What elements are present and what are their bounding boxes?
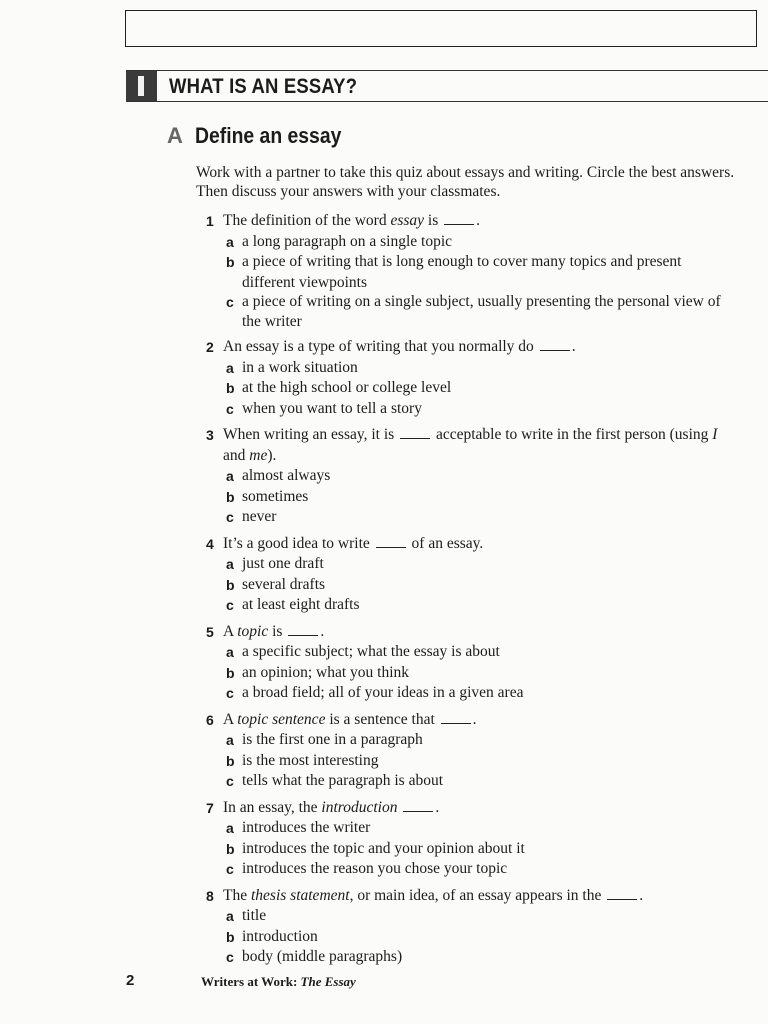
question-number: 2 xyxy=(206,339,214,355)
option-letter: b xyxy=(226,254,235,270)
chapter-number-badge xyxy=(126,71,157,101)
question-text: . xyxy=(476,212,480,229)
answer-blank xyxy=(540,349,570,351)
question-term: introduction xyxy=(321,798,398,816)
answer-option[interactable] xyxy=(196,771,768,792)
option-letter: c xyxy=(226,861,234,877)
answer-blank xyxy=(403,810,433,812)
option-text: the writer xyxy=(242,313,302,330)
section-letter: A xyxy=(167,123,183,148)
quiz-question xyxy=(196,622,768,704)
question-text: . xyxy=(571,338,576,355)
question-term: topic sentence xyxy=(237,710,326,728)
question-text: An essay is a type of writing that you normally do xyxy=(223,338,538,355)
question-term: I xyxy=(712,426,718,443)
book-title-main: Writers at Work: xyxy=(201,974,301,989)
option-text: introduces the topic and your opinion about it xyxy=(242,839,525,857)
option-letter: b xyxy=(226,380,235,396)
question-stem xyxy=(196,798,768,819)
question-stem xyxy=(196,425,768,466)
answer-option[interactable] xyxy=(196,575,768,596)
option-text: is the most interesting xyxy=(242,751,379,769)
option-letter: c xyxy=(226,685,234,701)
option-letter: b xyxy=(226,664,235,681)
section-heading xyxy=(167,122,361,150)
option-letter: c xyxy=(226,509,234,525)
blank-header-box xyxy=(125,10,757,47)
option-text: just one draft xyxy=(242,555,324,572)
option-text: in a work situation xyxy=(242,358,358,376)
option-letter: b xyxy=(226,576,235,593)
question-text: . xyxy=(320,622,325,640)
answer-option[interactable] xyxy=(196,927,768,948)
answer-blank xyxy=(441,722,471,724)
answer-option[interactable] xyxy=(196,232,768,253)
question-text: A xyxy=(223,622,238,640)
answer-blank xyxy=(376,546,406,548)
book-title xyxy=(201,973,356,991)
option-text: several drafts xyxy=(242,575,326,593)
question-text: ). xyxy=(267,446,277,464)
quiz-question xyxy=(196,886,768,968)
option-letter: a xyxy=(226,556,234,572)
option-letter: c xyxy=(226,400,234,417)
answer-option[interactable] xyxy=(196,292,768,332)
question-number: 3 xyxy=(206,427,214,443)
option-text: a long paragraph on a single topic xyxy=(242,232,453,250)
option-letter: b xyxy=(226,752,235,769)
question-text: The xyxy=(223,886,251,904)
quiz-question xyxy=(196,534,768,616)
option-letter: c xyxy=(226,293,234,310)
instructions-paragraph: Work with a partner to take this quiz about essays and writing. Circle the best answers. Then discuss your answers with your classmates. xyxy=(196,164,735,200)
question-stem xyxy=(196,211,768,232)
quiz-question xyxy=(196,425,768,528)
answer-option[interactable] xyxy=(196,663,768,684)
option-letter: c xyxy=(226,773,234,789)
answer-option[interactable] xyxy=(196,730,768,751)
answer-option[interactable] xyxy=(196,466,768,487)
answer-option[interactable] xyxy=(196,595,768,616)
question-text: . xyxy=(435,798,440,816)
question-text: . xyxy=(472,710,477,728)
section-title: Define an essay xyxy=(195,123,342,148)
question-number: 7 xyxy=(206,799,214,816)
answer-blank xyxy=(444,223,474,225)
question-stem xyxy=(196,710,768,731)
question-text: acceptable to write in the first person (using xyxy=(432,426,713,443)
quiz-question xyxy=(196,710,768,792)
question-text: is xyxy=(424,212,443,229)
answer-option[interactable] xyxy=(196,906,768,927)
question-text: is a sentence that xyxy=(325,710,439,728)
question-text: is xyxy=(268,622,287,640)
answer-option[interactable] xyxy=(196,751,768,772)
quiz-question xyxy=(196,798,768,880)
question-text: . xyxy=(639,886,644,904)
quiz-question-list xyxy=(196,211,768,974)
option-text: a specific subject; what the essay is about xyxy=(242,643,500,660)
answer-option[interactable] xyxy=(196,947,768,968)
quiz-question xyxy=(196,211,768,331)
answer-option[interactable] xyxy=(196,507,768,528)
question-number: 1 xyxy=(206,213,214,229)
option-letter: a xyxy=(226,233,234,250)
answer-option[interactable] xyxy=(196,358,768,379)
question-text: It’s a good idea to write xyxy=(223,534,374,552)
question-text xyxy=(397,799,401,816)
question-text: and xyxy=(223,446,250,464)
question-text: In an essay, the xyxy=(223,798,322,816)
option-text: an opinion; what you think xyxy=(242,663,410,681)
option-text: introduces the writer xyxy=(242,819,371,836)
question-text: of an essay. xyxy=(407,534,484,552)
option-text: when you want to tell a story xyxy=(242,399,422,417)
question-number: 5 xyxy=(206,623,214,640)
chapter-header xyxy=(126,70,768,102)
answer-blank xyxy=(288,634,318,636)
answer-option[interactable] xyxy=(196,399,768,420)
option-text: introduces the reason you chose your topic xyxy=(242,860,508,877)
answer-option[interactable] xyxy=(196,487,768,508)
option-text: introduction xyxy=(242,927,318,945)
chapter-number xyxy=(135,73,147,98)
question-text: , or main idea, of an essay appears in the xyxy=(349,886,606,904)
question-number: 8 xyxy=(206,887,214,904)
question-stem xyxy=(196,337,768,358)
option-text: almost always xyxy=(242,467,331,484)
option-letter: a xyxy=(226,732,234,748)
option-letter: b xyxy=(226,488,235,505)
answer-option[interactable] xyxy=(196,642,768,663)
chapter-title: WHAT IS AN ESSAY? xyxy=(169,75,358,98)
question-number: 4 xyxy=(206,535,214,552)
question-term: me xyxy=(249,446,268,464)
question-stem xyxy=(196,622,768,643)
option-text: tells what the paragraph is about xyxy=(242,772,444,789)
question-term: thesis statement xyxy=(250,886,350,904)
option-text: is the first one in a paragraph xyxy=(242,731,423,748)
question-stem xyxy=(196,886,768,907)
answer-blank xyxy=(400,437,430,439)
option-letter: c xyxy=(226,597,234,613)
answer-option[interactable] xyxy=(196,252,768,292)
option-letter: b xyxy=(226,840,235,857)
book-title-subtitle: The Essay xyxy=(300,974,356,989)
answer-option[interactable] xyxy=(196,554,768,575)
option-letter: a xyxy=(226,644,234,660)
option-text: sometimes xyxy=(242,487,309,505)
option-text: at least eight drafts xyxy=(242,596,360,613)
answer-blank xyxy=(607,898,637,900)
answer-option[interactable] xyxy=(196,818,768,839)
option-letter: c xyxy=(226,949,234,965)
question-stem xyxy=(196,534,768,555)
option-letter: a xyxy=(226,468,234,484)
option-text: body (middle paragraphs) xyxy=(242,948,403,965)
option-letter: a xyxy=(226,359,234,376)
option-text: a piece of writing that is long enough to cover many topics and present xyxy=(242,253,682,270)
question-term: essay xyxy=(390,212,425,229)
question-text: The definition of the word xyxy=(223,212,391,229)
option-letter: b xyxy=(226,928,235,945)
option-letter: a xyxy=(226,908,234,924)
question-text: A xyxy=(223,710,238,728)
answer-option[interactable] xyxy=(196,859,768,880)
option-text: title xyxy=(242,907,267,924)
option-text: a piece of writing on a single subject, usually presenting the personal view of xyxy=(242,292,721,310)
question-term: topic xyxy=(237,622,269,640)
answer-option[interactable] xyxy=(196,683,768,704)
option-text: different viewpoints xyxy=(242,273,367,291)
page-number: 2 xyxy=(126,972,135,989)
answer-option[interactable] xyxy=(196,378,768,399)
answer-option[interactable] xyxy=(196,839,768,860)
option-letter: a xyxy=(226,820,234,836)
option-text: a broad field; all of your ideas in a given area xyxy=(242,684,524,701)
option-text: never xyxy=(242,508,277,525)
question-number: 6 xyxy=(206,711,214,728)
question-text: When writing an essay, it is xyxy=(223,426,399,443)
quiz-question xyxy=(196,337,768,419)
option-text: at the high school or college level xyxy=(242,379,452,396)
